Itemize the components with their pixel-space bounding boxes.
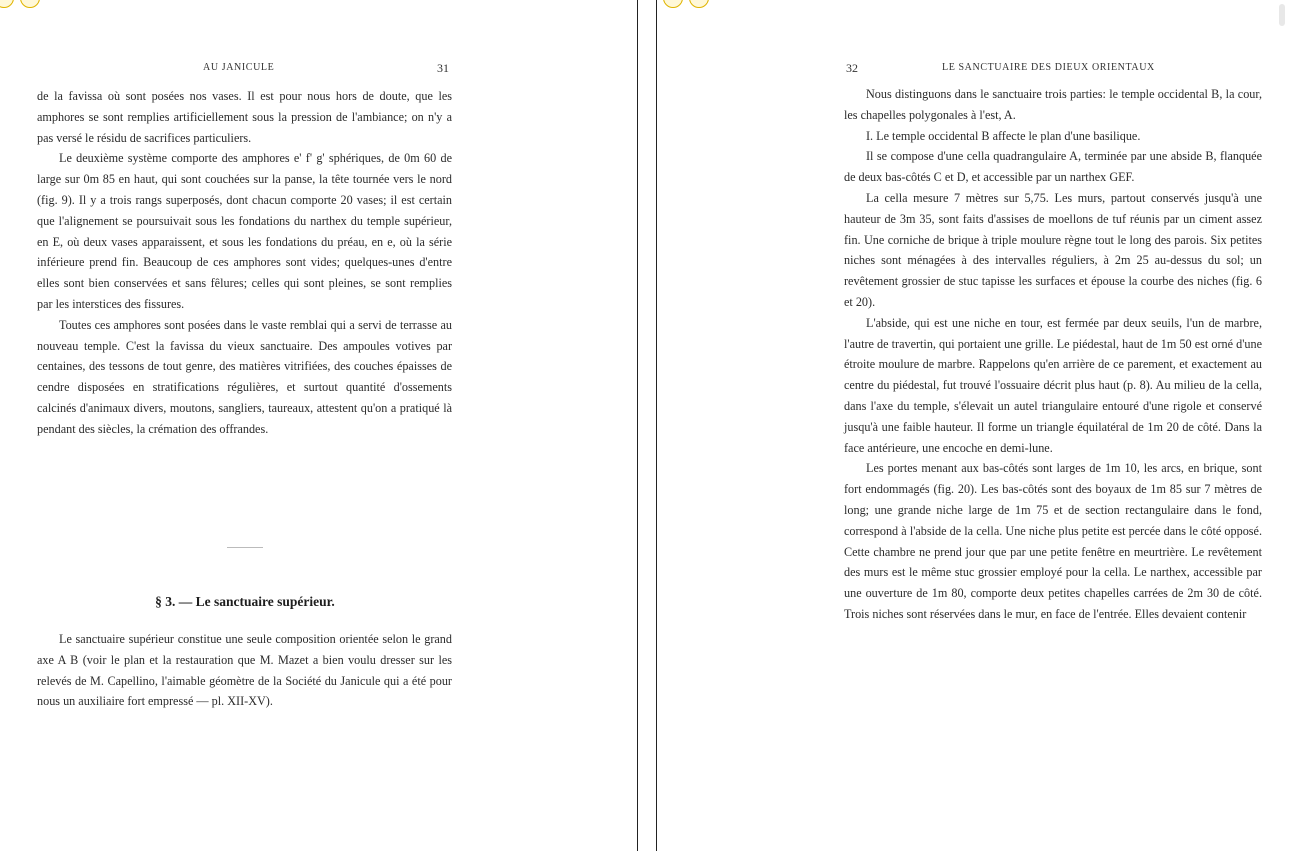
body-text (37, 86, 452, 440)
scan-marker-icon (20, 0, 40, 8)
scan-marker-icon (689, 0, 709, 8)
paragraph: Toutes ces amphores sont posées dans le vaste remblai qui a servi de terrasse au nouveau temple. C'est la favissa du vieux sanctuaire. Des ampoules votives par centaines, des tessons de tout genre, des matières vitrifiées, des couches épaisses de cendre disposées en stratifications régulières, et surtout quantité d'ossements calcinés d'animaux divers, moutons, sangliers, taureaux, attestent qu'on a pratiqué là pendant des siècles, la crémation des offrandes. (37, 317, 452, 436)
page-number: 31 (437, 61, 449, 75)
scan-marker-icon (0, 0, 14, 8)
scan-marker-icon (663, 0, 683, 8)
right-page (657, 0, 1293, 851)
paragraph: de la favissa où sont posées nos vases. Il est pour nous hors de doute, que les amphores se sont remplies artificiellement sous la pression de l'ambiance; on n'y a pas versé le résidu de sacrifices particuliers. (37, 89, 452, 145)
paragraph: Le sanctuaire supérieur constitue une seule composition orientée selon le grand axe A B (voir le plan et la restauration que M. Mazet a bien voulu dresser sur les relevés de M. Capellino, l'aimable géomètre de la Société du Janicule qui a été pour nous un auxiliaire fort empressé — pl. XII-XV). (37, 632, 452, 709)
scan-smudge (1279, 4, 1285, 26)
page-number: 32 (846, 61, 858, 75)
section-divider (227, 547, 263, 548)
paragraph: Le deuxième système comporte des amphores e' f' g' sphériques, de 0m 60 de large sur 0m 85 en haut, qui sont couchées sur la panse, la tête tournée vers le nord (fig. 9). Il y a trois rangs superposés, dont chacun comporte 20 vases; il est certain que l'alignement se poursuivait sous les fondations du narthex du temple supérieur, en E, où deux vases apparaissent, et sous les fondations du préau, en e, où la série inférieure prend fin. Beaucoup de ces amphores sont vides; quelques-unes d'entre elles sont bien conservées et sans fêlures; celles qui sont pleines, se sont remplies par les interstices des fissures. (37, 151, 452, 311)
body-text (844, 84, 1262, 625)
left-page (0, 0, 637, 851)
paragraph: Il se compose d'une cella quadrangulaire A, terminée par une abside B, flanquée de deux bas-côtés C et D, et accessible par un narthex GEF. (844, 149, 1262, 185)
section-heading: § 3. — Le sanctuaire supérieur. (155, 594, 335, 609)
paragraph: La cella mesure 7 mètres sur 5,75. Les murs, partout conservés jusqu'à une hauteur de 3m 35, sont faits d'assises de moellons de tuf réunis par un ciment assez fin. Une corniche de brique à triple moulure règne tout le long des parois. Six petites niches sont ménagées à des intervalles réguliers, à 2m 25 au-dessus du sol; un revêtement grossier de stuc tapisse les surfaces et épouse la courbe des niches (fig. 6 et 20). (844, 190, 1262, 309)
section-text (37, 629, 452, 712)
paragraph: Les portes menant aux bas-côtés sont larges de 1m 10, les arcs, en brique, sont fort endommagés (fig. 20). Les bas-côtés sont des boyaux de 1m 85 sur 7 mètres de long; une grande niche large de 1m 75 et de section rectangulaire dans le fond, correspond à l'abside de la cella. Une niche plus petite est percée dans le côté opposé. Cette chambre ne prend jour que par une petite fenêtre en meurtrière. Le revêtement des murs est le même stuc grossier employé pour la cella. Le narthex, accessible par une ouverture de 1m 80, comporte deux petites chapelles carrées de 2m 30 de côté. Trois niches sont réservées dans le mur, en face de l'entrée. Elles devaient contenir (844, 461, 1262, 621)
paragraph: L'abside, qui est une niche en tour, est fermée par deux seuils, l'un de marbre, l'autre de travertin, qui portaient une grille. Le piédestal, haut de 1m 50 est orné d'une étroite moulure de marbre. Rappelons qu'en arrière de ce parement, et exactement au centre du piédestal, fut trouvé l'ossuaire décrit plus haut (p. 8). Au milieu de la cella, dans l'axe du temple, s'élevait un autel triangulaire entouré d'une rigole et conservé jusqu'à une faible hauteur. Il forme un triangle équilatéral de 1m 20 de côté. Dans la face antérieure, une encoche en demi-lune. (844, 315, 1262, 455)
paragraph: I. Le temple occidental B affecte le plan d'une basilique. (866, 128, 1141, 143)
running-head: LE SANCTUAIRE DES DIEUX ORIENTAUX (942, 62, 1155, 73)
paragraph: Nous distinguons dans le sanctuaire trois parties: le temple occidental B, la cour, les chapelles polygonales à l'est, A. (844, 87, 1262, 122)
page-gutter (637, 0, 657, 851)
running-head: AU JANICULE (203, 62, 275, 73)
